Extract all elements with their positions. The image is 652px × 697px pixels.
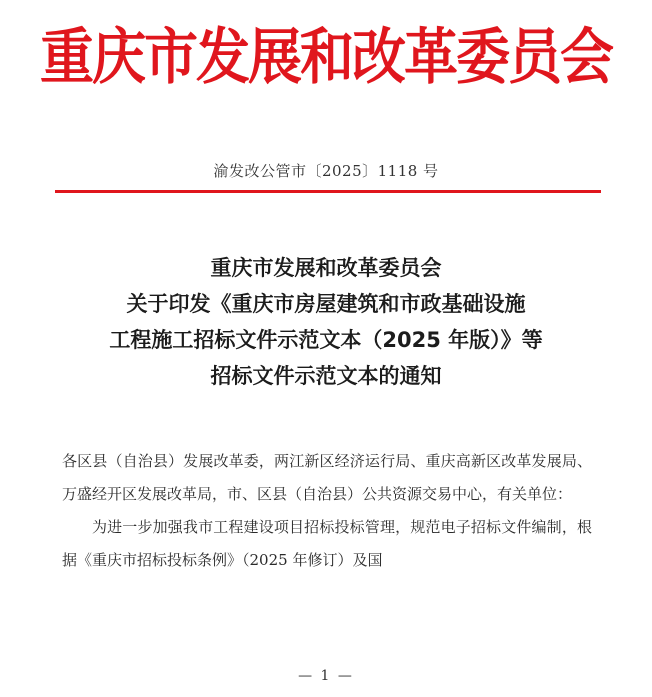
document-number: 渝发改公管市〔2025〕1118 号: [213, 162, 439, 180]
title-line-3: 工程施工招标文件示范文本（2025 年版）》等: [109, 328, 543, 352]
agency-masthead: 重庆市发展和改革委员会: [40, 21, 612, 92]
title-line-1: 重庆市发展和改革委员会: [210, 256, 442, 280]
body-paragraph-1: 为进一步加强我市工程建设项目招标投标管理，规范电子招标文件编制，根据《重庆市招标投标条例》（2025 年修订）及国: [62, 518, 592, 569]
recipients-paragraph: 各区县（自治县）发展改革委，两江新区经济运行局、重庆高新区改革发展局、万盛经开区发展改革局，市、区县（自治县）公共资源交易中心，有关单位：: [62, 452, 592, 503]
title-line-4: 招标文件示范文本的通知: [210, 364, 442, 388]
document-body: [62, 445, 592, 577]
page-number: — 1 —: [298, 668, 354, 684]
title-line-2: 关于印发《重庆市房屋建筑和市政基础设施: [126, 292, 526, 316]
red-divider-line: [55, 190, 601, 193]
document-title: [0, 250, 652, 394]
